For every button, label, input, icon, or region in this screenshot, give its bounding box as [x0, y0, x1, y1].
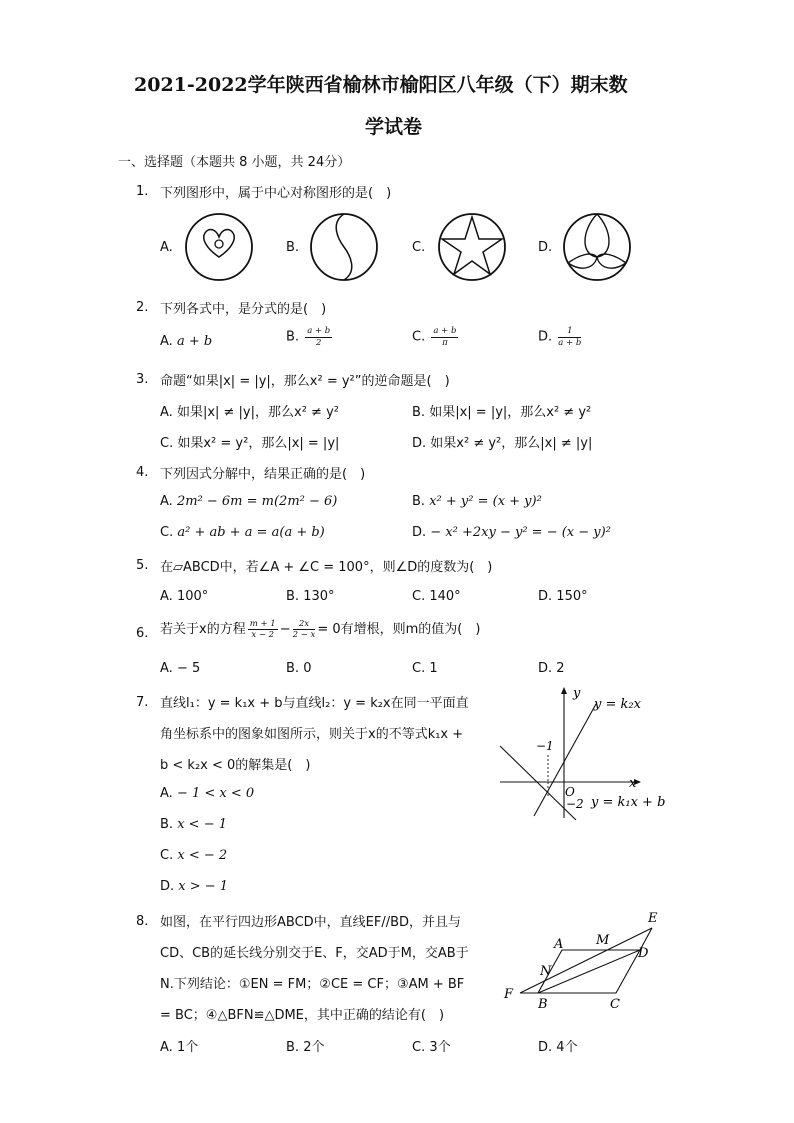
option-a — [160, 661, 200, 676]
line-ef — [520, 928, 652, 993]
option-d — [412, 525, 611, 540]
circle-star-icon — [436, 211, 508, 283]
option-text: − 1 < x < 0 — [176, 786, 255, 801]
fraction-numerator: a + b — [433, 326, 457, 336]
point-e-label: E — [648, 911, 658, 926]
option-label: C. — [412, 1040, 426, 1055]
option-c — [160, 432, 339, 451]
option-text: x < − 2 — [177, 848, 228, 863]
option-d — [160, 879, 228, 894]
point-f-label: F — [504, 987, 514, 1002]
option-text: 2 — [556, 661, 565, 676]
option-label: A. — [160, 786, 173, 801]
question-stem-line: 如图，在平行四边形ABCD中，直线EF//BD，并且与 — [160, 915, 462, 930]
question-stem-line: 角坐标系中的图象如图所示，则关于x的不等式k₁x + — [160, 727, 464, 742]
option-label: B. — [286, 1040, 300, 1055]
option-d — [538, 589, 588, 604]
option-c — [412, 327, 460, 347]
option-label: C. — [412, 329, 426, 345]
option-text: 1个 — [176, 1040, 199, 1055]
fraction — [305, 327, 332, 347]
option-b — [160, 817, 227, 832]
option-c — [160, 525, 325, 540]
option-b — [286, 589, 335, 604]
question-stem — [160, 618, 480, 640]
option-text: 140° — [429, 589, 461, 604]
option-text: x > − 1 — [178, 879, 229, 894]
question-stem: 在▱ABCD中，若∠A + ∠C = 100°，则∠D的度数为( ) — [160, 560, 493, 575]
yin-yang-icon — [308, 211, 380, 283]
line-l2 — [534, 704, 596, 816]
option-label: A. — [160, 494, 173, 509]
option-text: 130° — [303, 589, 335, 604]
question-number: 7. — [136, 695, 149, 710]
fraction-numerator: 1 — [558, 327, 581, 338]
option-text: 150° — [556, 589, 588, 604]
option-text: 2个 — [303, 1040, 325, 1055]
fraction-denominator: π — [442, 337, 448, 348]
fraction-numerator: m + 1 — [249, 618, 276, 629]
option-label: C. — [412, 589, 426, 604]
fraction — [431, 327, 458, 347]
option-text: 100° — [176, 589, 209, 604]
minus-sign: − — [279, 622, 291, 637]
option-label: D. — [538, 240, 553, 255]
question-number: 6. — [136, 626, 149, 641]
option-label: C. — [160, 525, 174, 540]
option-label: B. — [286, 661, 300, 676]
y-axis-arrow-icon — [561, 687, 567, 694]
stem-text: = 0有增根，则m的值为( ) — [317, 622, 481, 637]
fraction-denominator: x − 2 — [251, 630, 275, 640]
circle-heart-icon — [183, 211, 255, 283]
option-label: A. — [160, 1040, 173, 1055]
option-b — [412, 494, 542, 509]
option-a — [160, 401, 339, 420]
x-axis-label: x — [629, 776, 637, 791]
option-c — [412, 1036, 451, 1055]
option-d — [538, 1036, 578, 1055]
option-label: C. — [412, 240, 426, 255]
origin-label: O — [565, 785, 575, 799]
option-label: A. — [160, 334, 173, 349]
option-label: C. — [160, 848, 174, 863]
option-label: C. — [412, 661, 426, 676]
option-label: A. — [160, 661, 173, 676]
option-text: − x² +2xy − y² = − (x − y)² — [430, 525, 611, 540]
option-c — [412, 661, 438, 676]
option-label: A. — [160, 589, 173, 604]
option-label: D. — [538, 589, 553, 604]
point-b-label: B — [538, 997, 548, 1012]
option-label: B. — [286, 329, 300, 345]
question-stem: 下列图形中，属于中心对称图形的是( ) — [160, 186, 392, 201]
question-stem: 下列各式中，是分式的是( ) — [160, 302, 327, 317]
fraction — [558, 327, 581, 347]
option-label: D. — [538, 661, 553, 676]
point-m-label: M — [596, 933, 610, 948]
option-label: B. — [286, 240, 300, 255]
option-b — [286, 661, 311, 676]
fraction — [293, 620, 316, 640]
option-c — [160, 848, 227, 863]
option-d — [538, 327, 583, 347]
option-d — [538, 661, 565, 676]
option-text: a + b — [176, 334, 213, 349]
question-number: 3. — [136, 372, 149, 387]
question-stem: 命题“如果|x| = |y|，那么x² = y²”的逆命题是( ) — [160, 374, 450, 389]
page-title: 2021-2022学年陕西省榆林市榆阳区八年级（下）期末数 — [134, 74, 628, 96]
fraction-denominator: 2 − x — [292, 630, 316, 640]
question-stem-line: 直线l₁：y = k₁x + b与直线l₂：y = k₂x在同一平面直 — [160, 696, 469, 711]
point-c-label: C — [610, 997, 620, 1012]
option-a — [160, 1036, 198, 1055]
y-axis-label: y — [573, 686, 581, 701]
option-label: B. — [286, 589, 300, 604]
option-a — [160, 786, 254, 801]
option-text: 如果x² = y²，那么|x| = |y| — [177, 436, 340, 451]
option-c — [412, 589, 461, 604]
option-b — [412, 401, 591, 420]
question-stem-line: = BC；④△BFN≌△DME，其中正确的结论有( ) — [160, 1008, 445, 1023]
fraction-denominator: 2 — [316, 337, 322, 348]
option-label: C. — [160, 436, 174, 451]
option-text: x² + y² = (x + y)² — [429, 494, 542, 509]
question-stem-line: CD、CB的延长线分别交于E、F，交AD于M，交AB于 — [160, 946, 469, 961]
question-number: 5. — [136, 558, 149, 573]
option-text: 1 — [429, 661, 438, 676]
option-text: 2m² − 6m = m(2m² − 6) — [176, 494, 338, 509]
line-l2-label: y = k₂x — [594, 697, 641, 712]
fraction-denominator: a + b — [558, 337, 582, 348]
option-label: B. — [160, 817, 174, 832]
option-d — [412, 432, 592, 451]
option-text: − 5 — [176, 661, 201, 676]
label-neg2: −2 — [566, 797, 584, 811]
option-text: 0 — [303, 661, 312, 676]
point-n-label: N — [540, 964, 552, 979]
fraction — [248, 620, 278, 640]
option-label: D. — [160, 879, 175, 894]
option-label: D. — [538, 1040, 553, 1055]
section-heading: 一、选择题（本题共 8 小题，共 24分） — [118, 155, 351, 170]
option-label: D. — [538, 329, 553, 345]
option-a — [160, 494, 337, 509]
parallelogram-figure — [500, 906, 670, 1012]
fraction-numerator: 2x — [293, 620, 316, 631]
label-neg1: −1 — [536, 739, 554, 753]
linear-graph-figure — [496, 684, 666, 824]
point-d-label: D — [638, 946, 649, 961]
option-text: 如果x² ≠ y²，那么|x| ≠ |y| — [430, 436, 593, 451]
question-number: 1. — [136, 184, 149, 199]
question-stem: 下列因式分解中，结果正确的是( ) — [160, 467, 366, 482]
option-a — [160, 334, 212, 349]
fraction-numerator: a + b — [307, 326, 331, 336]
option-label: B. — [412, 494, 426, 509]
option-text: 4个 — [556, 1040, 578, 1055]
diagonal-bd — [538, 950, 640, 993]
option-label: A. — [160, 240, 173, 255]
question-stem-line: N.下列结论：①EN = FM；②CE = CF；③AM + BF — [160, 977, 465, 992]
option-text: 如果|x| ≠ |y|，那么x² ≠ y² — [176, 405, 339, 420]
option-a — [160, 589, 208, 604]
option-label: A. — [160, 405, 173, 420]
option-b — [286, 1036, 324, 1055]
option-text: 3个 — [429, 1040, 451, 1055]
option-text: 如果|x| = |y|，那么x² ≠ y² — [429, 405, 592, 420]
option-label: D. — [412, 436, 427, 451]
option-label: B. — [412, 405, 426, 420]
option-b — [286, 327, 334, 347]
stem-text: 若关于x的方程 — [160, 622, 246, 637]
point-a-label: A — [554, 937, 564, 952]
question-number: 2. — [136, 300, 149, 315]
question-stem-line: b < k₂x < 0的解集是( ) — [160, 758, 311, 773]
question-number: 8. — [136, 914, 149, 929]
line-l1-label: y = k₁x + b — [591, 795, 666, 810]
question-number: 4. — [136, 465, 149, 480]
circle-three-arcs-icon — [561, 211, 633, 283]
option-text: a² + ab + a = a(a + b) — [177, 525, 325, 540]
option-label: D. — [412, 525, 427, 540]
page-title-line2: 学试卷 — [365, 116, 423, 138]
option-text: x < − 1 — [177, 817, 227, 832]
